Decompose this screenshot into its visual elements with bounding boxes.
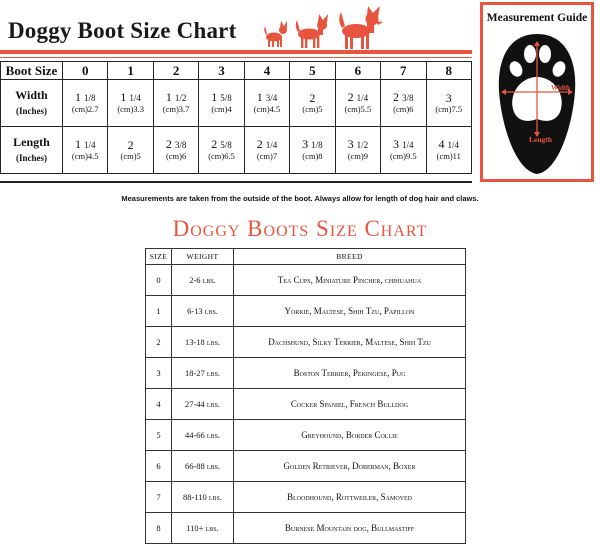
measure-cell — [335, 127, 380, 174]
breed-cell: Tea Cups, Miniature Pincher, chihuahua — [234, 265, 466, 296]
measure-cell — [199, 127, 244, 174]
inch-whole: 1 — [165, 90, 172, 104]
inch-value — [63, 138, 107, 151]
table-row — [146, 265, 466, 296]
inch-fraction: 1/4 — [402, 140, 414, 150]
col-header-breed: BREED — [234, 249, 466, 265]
cm-value: (cm)5 — [302, 103, 323, 114]
size-cell: 1 — [146, 296, 172, 327]
measure-cell — [381, 127, 426, 174]
inch-fraction: 5/8 — [220, 93, 232, 103]
weight-cell: 110+ lbs. — [172, 513, 234, 544]
inch-value — [245, 91, 289, 104]
size-cell: 8 — [146, 513, 172, 544]
measure-cell — [426, 127, 472, 174]
inch-value — [336, 138, 380, 151]
measure-cell — [108, 80, 153, 127]
inch-fraction: 3/8 — [174, 140, 187, 150]
medium-dog-icon — [296, 14, 328, 48]
size-col-header: 1 — [108, 62, 153, 80]
breed-cell: Burnese Mountain dog, Bullmastiff — [234, 513, 466, 544]
inch-whole: 3 — [445, 90, 452, 105]
large-dog-icon — [339, 6, 383, 49]
table-row — [146, 451, 466, 482]
boot-size-header: Boot Size — [1, 62, 63, 80]
cm-value: (cm)9 — [347, 151, 368, 161]
cm-value: (cm)5 — [120, 150, 141, 161]
table-row — [146, 513, 466, 544]
inch-value — [154, 138, 198, 151]
inch-fraction: 3/4 — [265, 93, 278, 103]
inch-fraction: 1/4 — [265, 140, 278, 150]
inch-value — [427, 138, 472, 151]
inch-fraction: 1/2 — [356, 140, 369, 150]
inch-whole: 3 — [302, 137, 309, 151]
weight-cell: 44-66 lbs. — [172, 420, 234, 451]
inch-whole: 3 — [393, 137, 400, 151]
breed-cell: Boston Terrier, Pekingese, Pug — [234, 358, 466, 389]
cm-value: (cm)2.7 — [71, 104, 99, 114]
col-header-size: SIZE — [146, 249, 172, 265]
row-unit: (Inches) — [16, 152, 47, 163]
cm-value: (cm)8 — [302, 151, 323, 161]
title-rule — [0, 50, 472, 54]
table-row — [146, 358, 466, 389]
width-label: Width — [551, 84, 570, 92]
cm-value: (cm)6.5 — [208, 151, 235, 161]
size-cell: 0 — [146, 265, 172, 296]
page-title: Doggy Boot Size Chart — [8, 18, 237, 43]
inch-value — [381, 138, 425, 151]
size-col-header: 4 — [244, 62, 289, 80]
size-col-header: 7 — [381, 62, 426, 80]
dog-silhouettes-icon — [262, 6, 392, 50]
measurement-guide-title: Measurement Guide — [486, 12, 588, 24]
inch-fraction: 1/4 — [129, 93, 141, 103]
inch-value — [381, 91, 425, 104]
cm-value: (cm)4.5 — [253, 104, 281, 114]
breed-cell: Bloodhound, Rottweiler, Samoyed — [234, 482, 466, 513]
measure-cell — [381, 80, 426, 127]
size-col-header: 6 — [335, 62, 380, 80]
inch-fraction: 1/2 — [174, 93, 187, 103]
measure-cell — [153, 80, 198, 127]
cm-value: (cm)5.5 — [344, 104, 372, 114]
boots-table-body — [146, 265, 466, 544]
inch-fraction: 1/4 — [447, 140, 459, 150]
cm-value: (cm)11 — [436, 151, 461, 161]
boots-chart-title: Doggy Boots Size Chart — [172, 216, 428, 241]
inch-value — [290, 92, 334, 104]
inch-value — [245, 138, 289, 151]
measure-cell — [153, 127, 198, 174]
measure-cell — [244, 127, 289, 174]
cm-value: (cm)3.3 — [117, 104, 144, 114]
size-col-header: 0 — [63, 62, 108, 80]
size-col-header: 8 — [426, 62, 472, 80]
inch-whole: 1 — [74, 137, 81, 151]
inch-whole: 2 — [309, 90, 316, 105]
inch-whole: 3 — [347, 137, 354, 151]
breed-cell: Greyhound, Border Collie — [234, 420, 466, 451]
inch-whole: 1 — [256, 90, 263, 104]
inch-value — [63, 91, 107, 104]
size-col-header: 2 — [153, 62, 198, 80]
inch-value — [108, 139, 152, 151]
weight-cell: 27-44 lbs. — [172, 389, 234, 420]
inch-whole: 2 — [165, 137, 172, 151]
measure-cell — [290, 80, 335, 127]
table-bottom-rule — [0, 181, 472, 183]
weight-cell: 88-110 lbs. — [172, 482, 234, 513]
inch-value — [154, 91, 198, 104]
inch-value — [108, 91, 152, 104]
inch-value — [336, 91, 380, 104]
size-row-0 — [1, 80, 472, 127]
boots-header-row — [146, 249, 466, 265]
inch-fraction: 1/4 — [356, 93, 369, 103]
measurement-guide — [480, 2, 594, 182]
size-cell: 5 — [146, 420, 172, 451]
size-header-row — [1, 62, 472, 80]
measure-cell — [108, 127, 153, 174]
breed-cell: Golden Retriever, Doberman, Boxer — [234, 451, 466, 482]
row-label-text: Length — [13, 134, 50, 149]
inch-fraction: 5/8 — [220, 140, 232, 150]
row-label — [1, 127, 63, 174]
measure-cell — [199, 80, 244, 127]
size-cell: 6 — [146, 451, 172, 482]
inch-whole: 2 — [256, 137, 263, 151]
paw-diagram-icon — [495, 31, 579, 177]
inch-whole: 1 — [120, 90, 127, 104]
inch-whole: 4 — [438, 137, 445, 151]
inch-value — [427, 92, 472, 104]
inch-whole: 2 — [347, 90, 354, 104]
inch-fraction: 1/8 — [83, 93, 96, 103]
measure-cell — [63, 127, 108, 174]
breed-cell: Dachshund, Silky Terrier, Maltese, Shih Tzu — [234, 327, 466, 358]
weight-cell: 13-18 lbs. — [172, 327, 234, 358]
inch-fraction: 1/8 — [311, 140, 323, 150]
weight-cell: 6-13 lbs. — [172, 296, 234, 327]
size-table-body — [1, 80, 472, 174]
size-cell: 4 — [146, 389, 172, 420]
breed-cell: Cocker Spaniel, French Bulldog — [234, 389, 466, 420]
inch-fraction: 3/8 — [402, 93, 414, 103]
row-label-text: Width — [15, 87, 48, 102]
size-cell: 2 — [146, 327, 172, 358]
measure-cell — [290, 127, 335, 174]
measure-cell — [244, 80, 289, 127]
size-col-header: 5 — [290, 62, 335, 80]
size-row-1 — [1, 127, 472, 174]
cm-value: (cm)6 — [393, 104, 414, 114]
length-label: Length — [529, 135, 552, 144]
table-row — [146, 296, 466, 327]
cm-value: (cm)6 — [165, 151, 187, 161]
size-cell: 3 — [146, 358, 172, 389]
cm-value: (cm)4.5 — [71, 151, 99, 161]
inch-whole: 2 — [393, 90, 400, 104]
table-row — [146, 389, 466, 420]
table-row — [146, 482, 466, 513]
measure-cell — [335, 80, 380, 127]
breed-cell: Yorkie, Maltese, Shih Tzu, Papillon — [234, 296, 466, 327]
row-label — [1, 80, 63, 127]
cm-value: (cm)4 — [211, 104, 232, 114]
inch-value — [290, 138, 334, 151]
inch-value — [199, 91, 243, 104]
cm-value: (cm)9.5 — [389, 151, 417, 161]
boots-size-table — [145, 248, 466, 544]
weight-cell: 2-6 lbs. — [172, 265, 234, 296]
inch-whole: 1 — [211, 90, 218, 104]
size-cell: 7 — [146, 482, 172, 513]
cm-value: (cm)3.7 — [162, 104, 190, 114]
boot-size-table — [0, 61, 472, 174]
weight-cell: 18-27 lbs. — [172, 358, 234, 389]
inch-fraction: 1/4 — [83, 140, 96, 150]
title-rule-thin — [0, 57, 472, 58]
size-col-header: 3 — [199, 62, 244, 80]
cm-value: (cm)7.5 — [435, 103, 463, 114]
inch-whole: 2 — [211, 137, 218, 151]
inch-value — [199, 138, 243, 151]
inch-whole: 2 — [127, 137, 134, 152]
col-header-weight: WEIGHT — [172, 249, 234, 265]
measure-cell — [426, 80, 472, 127]
cm-value: (cm)7 — [256, 151, 278, 161]
table-row — [146, 420, 466, 451]
inch-whole: 1 — [74, 90, 81, 104]
table-row — [146, 327, 466, 358]
row-unit: (Inches) — [16, 105, 47, 116]
weight-cell: 66-88 lbs. — [172, 451, 234, 482]
small-dog-icon — [264, 21, 287, 47]
measurement-note: Measurements are taken from the outside of the boot. Always allow for length of dog hair and claws. — [121, 194, 479, 203]
measure-cell — [63, 80, 108, 127]
